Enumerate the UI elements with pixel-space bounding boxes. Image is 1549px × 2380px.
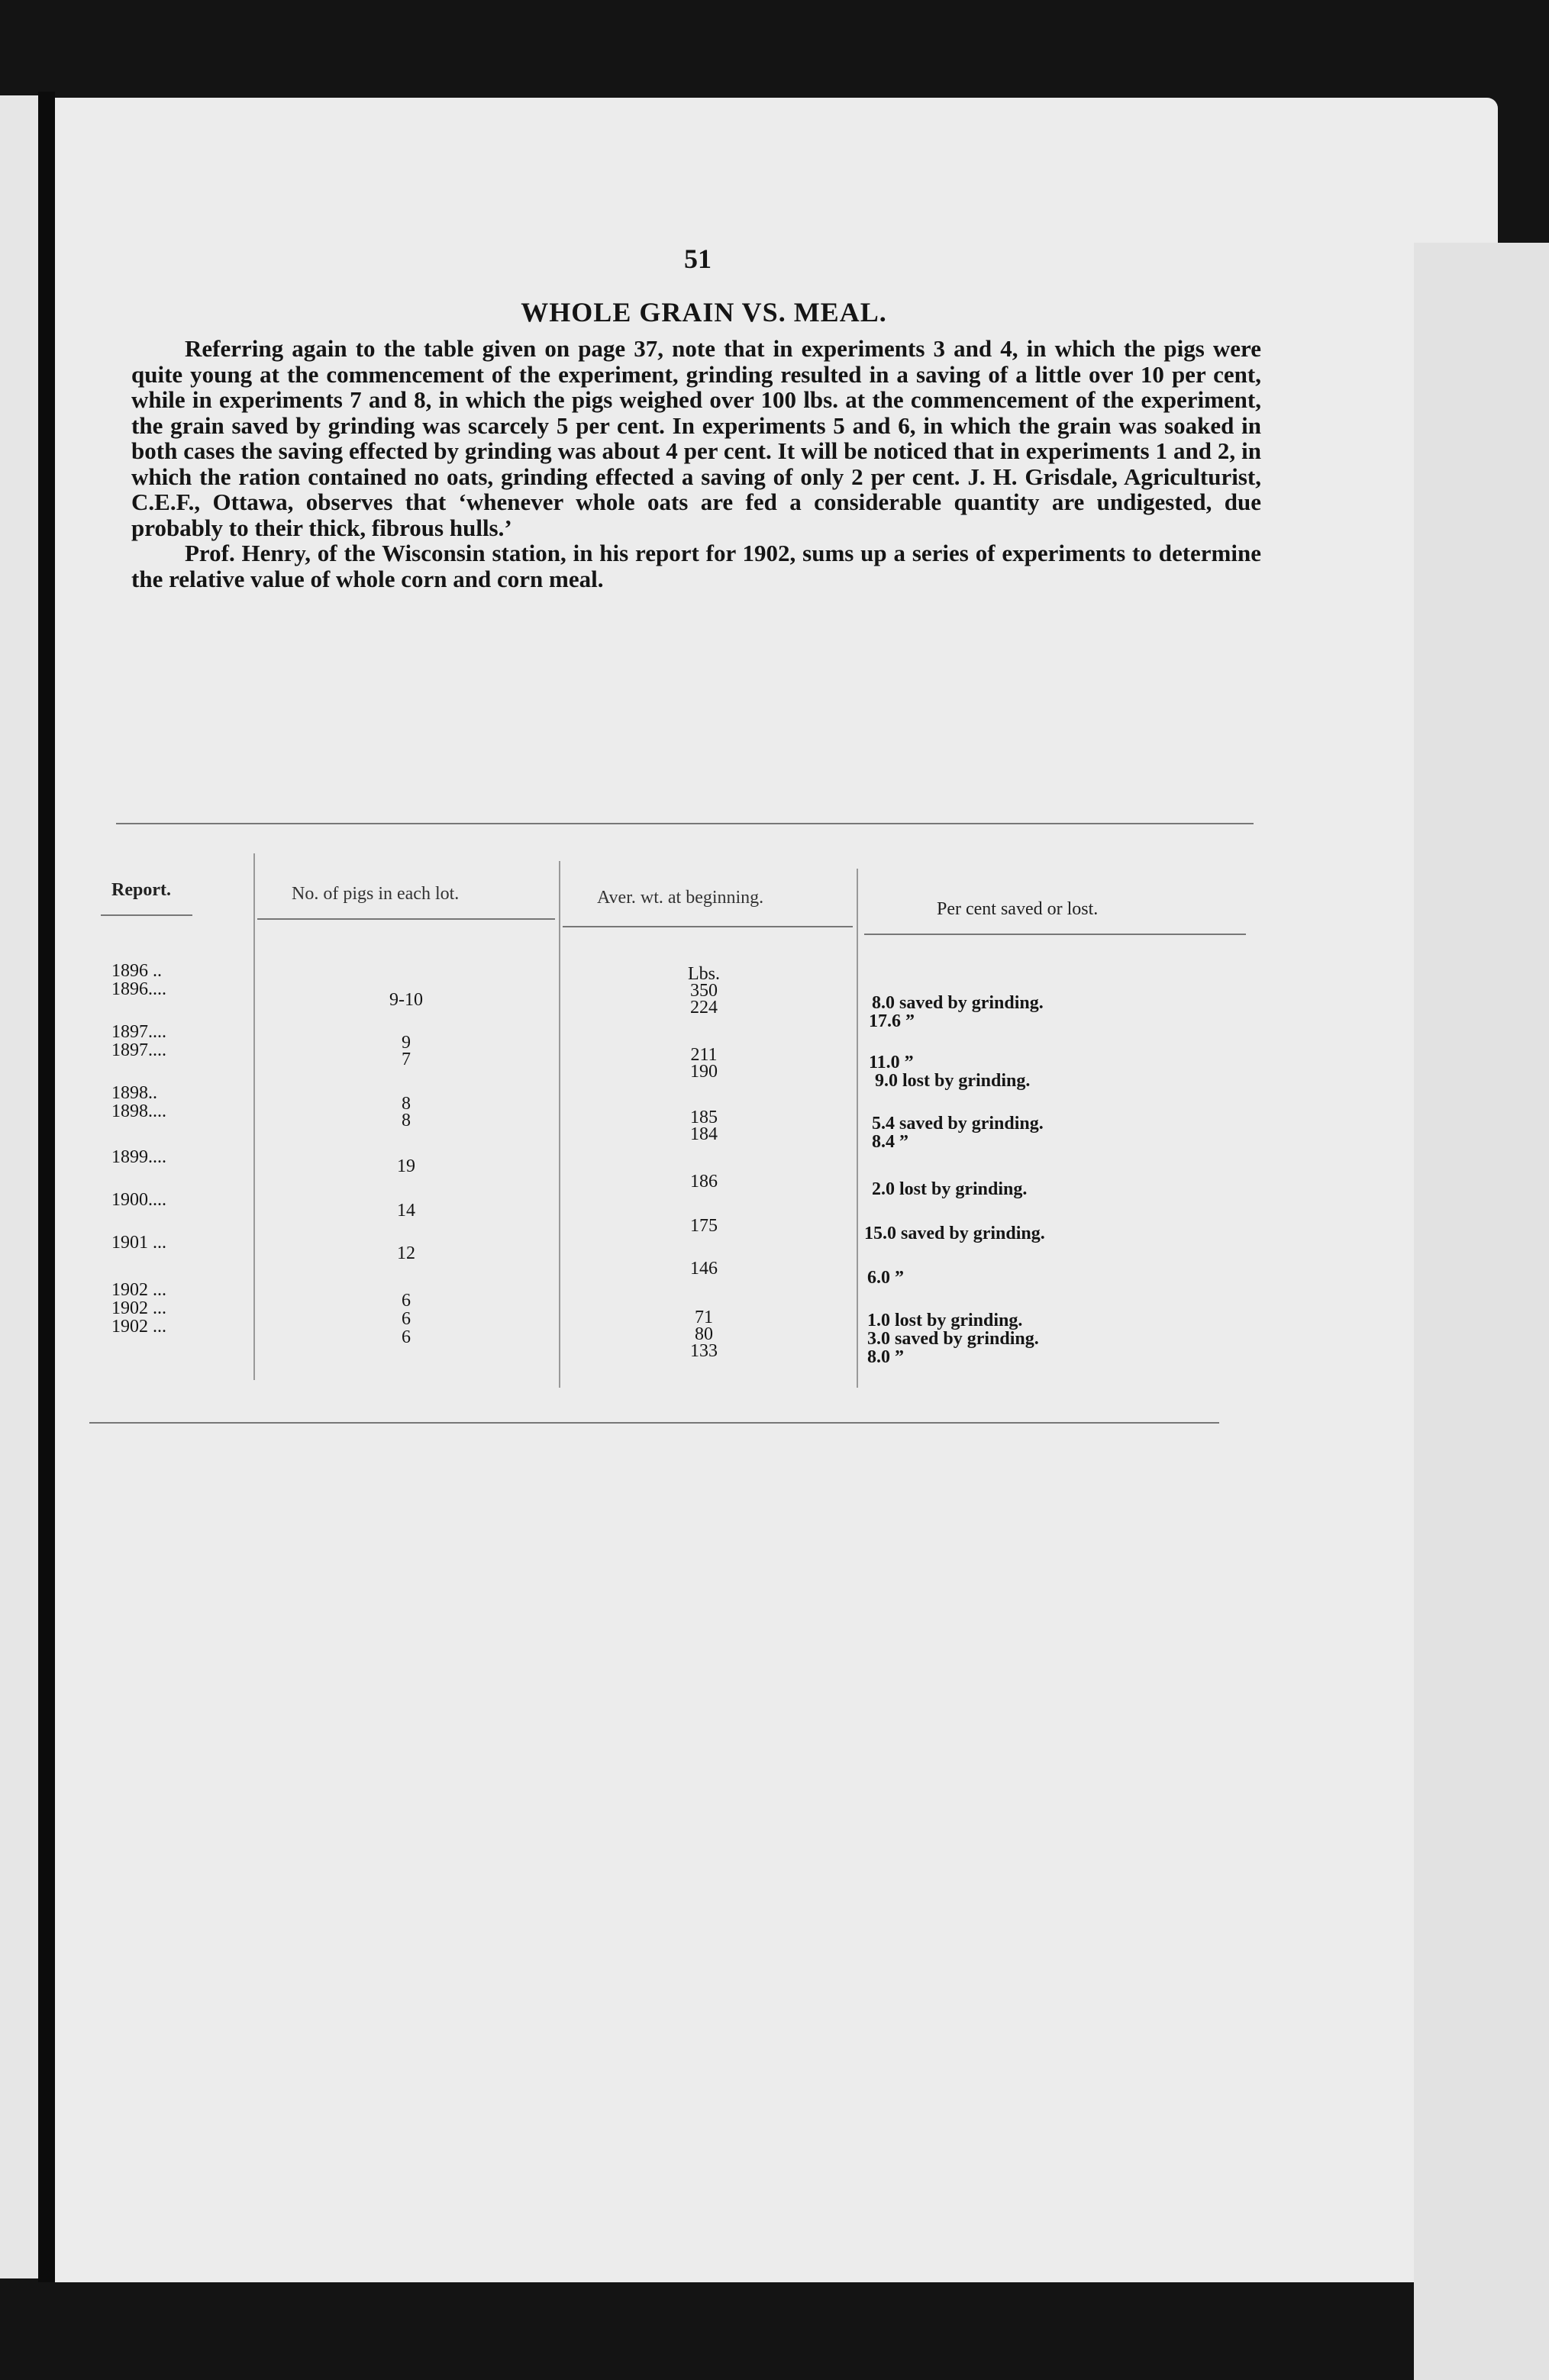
report-year: 1896 ..	[111, 961, 162, 981]
average-weight: 184	[690, 1124, 718, 1144]
page-number: 51	[684, 243, 712, 274]
average-weight: 190	[690, 1062, 718, 1082]
page-right-edge	[1414, 243, 1549, 2380]
report-year: 1901 ...	[111, 1233, 166, 1253]
average-weight: 146	[690, 1259, 718, 1279]
column-divider	[559, 861, 560, 1388]
pigs-count: 6	[402, 1327, 411, 1347]
header-pigs: No. of pigs in each lot.	[292, 884, 460, 904]
page-title: WHOLE GRAIN VS. MEAL.	[521, 297, 887, 327]
average-weight: 133	[690, 1341, 718, 1361]
document-page	[55, 98, 1498, 2282]
report-year: 1897....	[111, 1022, 166, 1042]
pigs-count: 6	[402, 1291, 411, 1311]
average-weight: 224	[690, 998, 718, 1017]
pigs-count: 6	[402, 1309, 411, 1329]
average-weight: 71	[695, 1308, 713, 1327]
percent-saved-lost: 9.0 lost by grinding.	[875, 1071, 1031, 1091]
data-table	[101, 853, 1254, 1388]
header-rule	[101, 914, 192, 916]
report-year: 1897....	[111, 1040, 166, 1060]
report-year: 1902 ...	[111, 1317, 166, 1337]
weight-unit: Lbs.	[688, 964, 720, 984]
average-weight: 350	[690, 981, 718, 1001]
percent-saved-lost: 5.4 saved by grinding.	[872, 1114, 1044, 1134]
header-rule	[563, 926, 853, 927]
pigs-count: 9	[402, 1033, 411, 1053]
column-divider	[857, 869, 858, 1388]
table-top-rule	[116, 823, 1254, 824]
pigs-count: 8	[402, 1111, 411, 1130]
report-year: 1896....	[111, 979, 166, 999]
header-rule	[257, 918, 555, 920]
report-year: 1900....	[111, 1190, 166, 1210]
report-year: 1902 ...	[111, 1298, 166, 1318]
pigs-count: 19	[397, 1156, 415, 1176]
pigs-count: 7	[402, 1050, 411, 1069]
average-weight: 186	[690, 1172, 718, 1192]
report-year: 1898..	[111, 1083, 157, 1103]
average-weight: 211	[690, 1045, 718, 1065]
header-weight: Aver. wt. at beginning.	[597, 888, 764, 908]
book-spine	[38, 92, 55, 2282]
percent-saved-lost: 8.4 ”	[872, 1132, 908, 1152]
percent-saved-lost: 15.0 saved by grinding.	[864, 1224, 1045, 1243]
average-weight: 185	[690, 1108, 718, 1127]
adjacent-page-edge	[0, 95, 38, 2278]
percent-saved-lost: 1.0 lost by grinding.	[867, 1311, 1023, 1330]
column-divider	[253, 853, 255, 1380]
report-year: 1898....	[111, 1101, 166, 1121]
paragraph: Referring again to the table given on page 37, note that in experiments 3 and 4, in which the pigs were quite young at the commencement of the experiment, grinding resulted in a saving of a little over 10 per cent, while in experiments 7 and 8, in which the pigs weighed over 100 lbs. at the commencement of the experiment, the grain saved by grinding was scarcely 5 per cent. In experiments 5 and 6, in which the grain was soaked in both cases the saving effected by grinding was about 4 per cent. It will be noticed that in experiments 1 and 2, in which the ration contained no oats, grinding effected a saving of only 2 per cent. J. H. Grisdale, Agriculturist, C.E.F., Ottawa, observes that ‘whenever whole oats are fed a considerable quantity are undigested, due probably to their thick, fibrous hulls.’	[131, 335, 1261, 541]
report-year: 1902 ...	[111, 1280, 166, 1300]
percent-saved-lost: 8.0 saved by grinding.	[872, 993, 1044, 1013]
report-year: 1899....	[111, 1147, 166, 1167]
average-weight: 175	[690, 1216, 718, 1236]
table-bottom-rule	[89, 1422, 1219, 1424]
paragraph: Prof. Henry, of the Wisconsin station, in his report for 1902, sums up a series of experiments to determine the relative value of whole corn and corn meal.	[131, 540, 1261, 592]
percent-saved-lost: 2.0 lost by grinding.	[872, 1179, 1028, 1199]
body-text	[131, 336, 1261, 592]
pigs-count: 14	[397, 1201, 415, 1221]
percent-saved-lost: 11.0 ”	[869, 1053, 914, 1072]
percent-saved-lost: 8.0 ”	[867, 1347, 904, 1367]
percent-saved-lost: 17.6 ”	[869, 1011, 915, 1031]
header-report: Report.	[111, 880, 171, 900]
header-percent: Per cent saved or lost.	[937, 899, 1099, 919]
percent-saved-lost: 3.0 saved by grinding.	[867, 1329, 1039, 1349]
header-rule	[864, 934, 1246, 935]
percent-saved-lost: 6.0 ”	[867, 1268, 904, 1288]
average-weight: 80	[695, 1324, 713, 1344]
pigs-count: 9-10	[389, 990, 423, 1010]
pigs-count: 8	[402, 1094, 411, 1114]
pigs-count: 12	[397, 1243, 415, 1263]
